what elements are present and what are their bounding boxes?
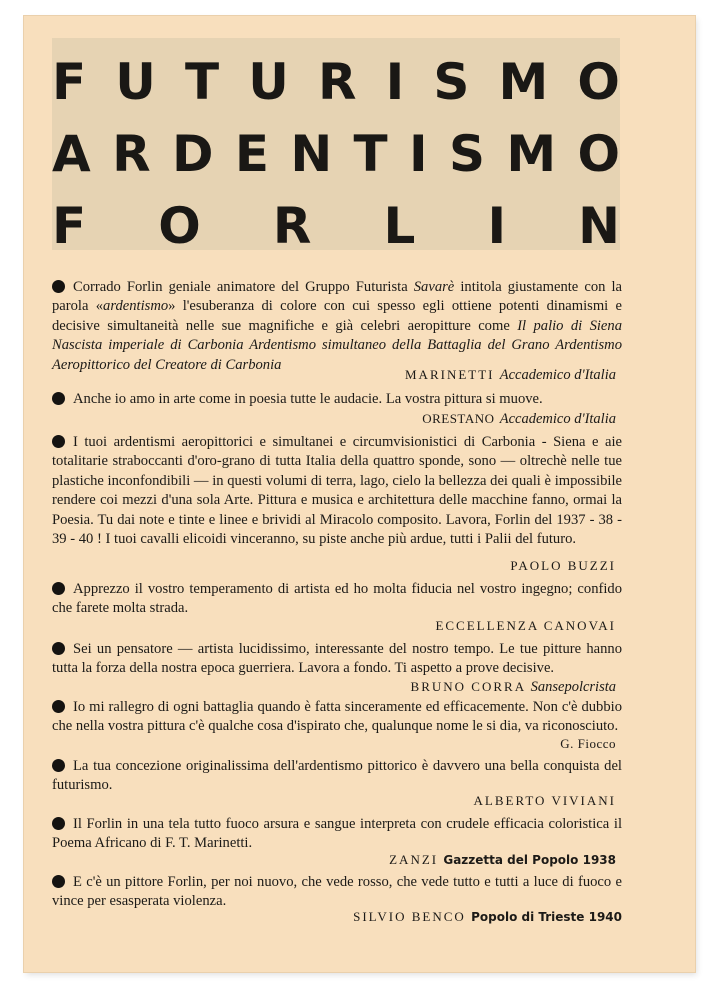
source-publication: Gazzetta del Popolo 1938 <box>443 853 616 867</box>
title-letter: I <box>409 125 428 183</box>
author-name: MARINETTI <box>405 367 495 382</box>
title-letter: R <box>272 197 312 255</box>
title-letter: I <box>487 197 507 255</box>
quote-marinetti <box>52 278 622 375</box>
title-letter: O <box>577 53 620 111</box>
title-letter: S <box>433 53 470 111</box>
title-letter: E <box>234 125 269 183</box>
author-name: PAOLO BUZZI <box>510 558 616 573</box>
bullet-dot-icon <box>52 817 65 830</box>
bullet-dot-icon <box>52 875 65 888</box>
bullet-dot-icon <box>52 700 65 713</box>
quote-text: Sei un pensatore — artista lucidissimo, interessante del nostro tempo. Le tue pitture hanno tutta la forza della nostra epoca guerriera. Lavora a fondo. Ti aspetto a prove decisive. <box>52 641 622 677</box>
author-name: ECCELLENZA CANOVAI <box>435 618 616 633</box>
quote-text: Io mi rallegro di ogni battaglia quando è fatta sinceramente ed efficacemente. Non c'è dubbio che nella vostra pittura c'è qualche cosa d'ispirato che, qualunque nome le si dia, va riconosciuto. <box>52 699 622 735</box>
signature-canovai <box>46 617 616 635</box>
source-publication: Popolo di Trieste 1940 <box>471 910 622 924</box>
title-letter: A <box>52 125 91 183</box>
title-letter: O <box>577 125 620 183</box>
title-line-ardentismo <box>52 125 620 183</box>
title-letter: N <box>578 197 620 255</box>
title-letter: R <box>112 125 151 183</box>
bullet-dot-icon <box>52 280 65 293</box>
quote-text: » l'esuberanza di colore con cui spesso egli ottiene potenti dinamismi e decisive simultaneità nelle sue magnifiche e già celebri aeropitture come <box>52 298 622 334</box>
title-letter: M <box>498 53 549 111</box>
author-role: Accademico d'Italia <box>499 367 616 383</box>
author-name: SILVIO BENCO <box>353 909 466 924</box>
title-letter: F <box>52 197 87 255</box>
quote-text: Il Forlin in una tela tutto fuoco arsura e sangue interpreta con crudele efficacia coloristica il Poema Africano di F. T. Marinetti. <box>52 816 622 852</box>
title-letter: S <box>448 125 485 183</box>
quote-corra <box>52 640 622 679</box>
quote-text-italic: Savarè <box>413 279 455 295</box>
title-letter: R <box>317 53 357 111</box>
quote-zanzi <box>52 815 622 854</box>
quote-canovai <box>52 580 622 619</box>
title-letter: L <box>383 197 416 255</box>
signature-fiocco <box>46 735 616 753</box>
author-name: G. Fiocco <box>560 736 616 751</box>
signature-benco <box>52 908 622 926</box>
quote-text-italic: ardentismo <box>103 298 169 315</box>
quote-text: Corrado Forlin geniale animatore del Gruppo Futurista <box>73 279 414 295</box>
title-line-forlin <box>52 197 620 255</box>
title-letter: M <box>506 125 557 183</box>
signature-buzzi <box>46 557 616 575</box>
quote-benco <box>52 873 622 912</box>
quote-viviani <box>52 757 622 796</box>
author-name: ALBERTO VIVIANI <box>473 793 616 808</box>
quote-text: Apprezzo il vostro temperamento di artista ed ho molta fiducia nel vostro ingegno; confido che farete molta strada. <box>52 581 622 617</box>
bullet-dot-icon <box>52 392 65 405</box>
quote-text: Anche io amo in arte come in poesia tutte le audacie. La vostra pittura si muove. <box>73 391 543 407</box>
quote-orestano <box>52 390 622 409</box>
signature-viviani <box>46 792 616 810</box>
title-letter: O <box>158 197 201 255</box>
quote-text: intitola giustamente con la parola « <box>52 279 623 315</box>
signature-marinetti <box>46 366 616 384</box>
author-role: Sansepolcrista <box>530 679 616 695</box>
bullet-dot-icon <box>52 582 65 595</box>
title-letter: U <box>248 53 289 111</box>
quote-text: E c'è un pittore Forlin, per noi nuovo, che vede rosso, che vede tutto e tutti a luce di fuoco e vince per esasperata violenza. <box>52 874 622 910</box>
title-letter: T <box>185 53 220 111</box>
bullet-dot-icon <box>52 759 65 772</box>
title-letter: F <box>52 53 87 111</box>
quote-fiocco <box>52 698 622 737</box>
title-letter: U <box>115 53 156 111</box>
quote-text: I tuoi ardentismi aeropittorici e simultanei e circumvisionistici di Carbonia - Siena e aie totalitarie straboccanti d'oro-grano di tutta Italia della quattro sponde, sono — oltrechè nelle tue plastiche inconfondibili — in questi volumi di terra, lago, cielo la bellezza dei quali è impossibile rendere coi mezzi d'una sola Arte. Pittura e musica e architettura delle macchine fanno, ormai la Poesia. Tu dai note e tinte e linee e brividi al Miracolo composito. Lavora, Forlin del 1937 - 38 - 39 - 40 ! I tuoi cavalli elicoidi vinceranno, su piste anche più ardue, tutti i Palii del futuro. <box>52 434 622 548</box>
title-letter: I <box>385 53 405 111</box>
bullet-dot-icon <box>52 642 65 655</box>
title-letter: N <box>290 125 333 183</box>
title-line-futurismo <box>52 53 620 111</box>
quote-text-italic: Il palio di Siena Nascista imperiale di Carbonia Ardentismo simultaneo della Battaglia del Grano Ardentismo Aeropittorico del Creatore di Carbonia <box>52 317 623 373</box>
author-name: ORESTANO <box>422 411 495 426</box>
bullet-dot-icon <box>52 435 65 448</box>
signature-zanzi <box>46 851 616 869</box>
title-letter: D <box>171 125 214 183</box>
title-letter: T <box>353 125 388 183</box>
author-name: BRUNO CORRA <box>410 679 526 694</box>
signature-corra <box>46 678 616 696</box>
author-role: Accademico d'Italia <box>499 411 616 427</box>
quote-text: La tua concezione originalissima dell'ardentismo pittorico è davvero una bella conquista del futurismo. <box>52 758 622 794</box>
quote-buzzi <box>52 433 622 549</box>
author-name: ZANZI <box>389 852 439 867</box>
signature-orestano <box>46 410 616 428</box>
